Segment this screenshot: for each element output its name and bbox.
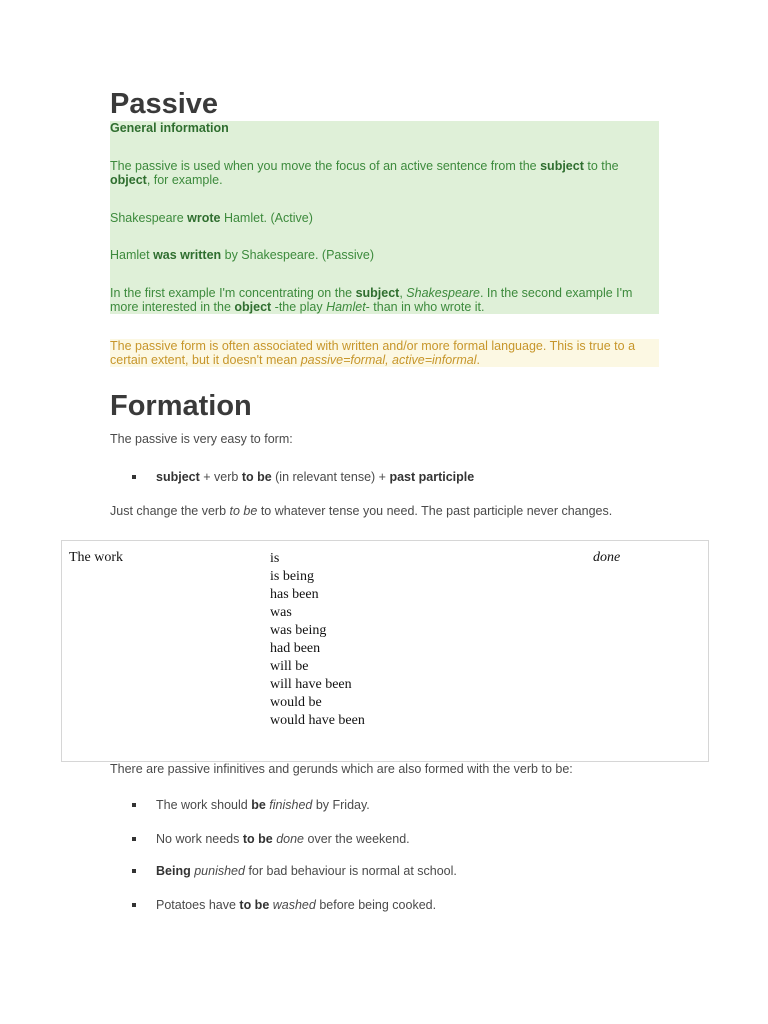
general-information-box (110, 121, 659, 314)
bullet-square-icon (132, 837, 136, 841)
table-verb: has been (270, 587, 319, 602)
bullet-square-icon (132, 869, 136, 873)
general-paragraph-2: In the first example I'm concentrating on the subject, Shakespeare. In the second example I'm more interested in the object -the play Hamlet- than in who wrote it. (110, 286, 633, 314)
document-page: Passive General information The passive is used when you move the focus of an active sentence from the subject to the object, for example. Shakespeare wrote Hamlet. (Active) Hamlet was written by Shakespeare. (Passive) In the first example I'm concentrating on the subject, Shakespeare. In the second example I'm more interested in the object -the play Hamlet- than in who wrote it. The passive form is often associated with written and/or more formal language. This is true to a certain extent, but it doesn't mean passive=formal, active=informal. Formation The passive is very easy to form: subject + verb to be (in relevant tense) + past participle Just change the verb to be to whatever tense you need. The past participle never changes. The work is is being has been was was being had been will be will have been would be would have been done There are passive infinitives and gerunds which are also formed with the verb to be: The work should be finished by Friday. No work needs to be done over the weekend. Being punished for bad behaviour is normal at school. Potatoes have to be washed before being cooked. (0, 0, 768, 1024)
table-verb: will be (270, 659, 309, 674)
page-title: Passive (110, 88, 219, 120)
conjugation-table (61, 540, 709, 762)
table-verb-column (270, 550, 365, 730)
table-verb: was (270, 605, 292, 620)
table-verb: is being (270, 569, 314, 584)
table-verb: would have been (270, 713, 365, 728)
table-verb: would be (270, 695, 322, 710)
general-paragraph-1: The passive is used when you move the focus of an active sentence from the subject to the object, for example. (110, 159, 619, 187)
general-heading: General information (110, 121, 229, 135)
infinitives-intro: There are passive infinitives and gerunds which are also formed with the verb to be: (110, 762, 573, 776)
table-verb: will have been (270, 677, 352, 692)
table-verb: had been (270, 641, 321, 656)
section-title-formation: Formation (110, 390, 252, 422)
bullet-square-icon (132, 803, 136, 807)
formality-note: The passive form is often associated with written and/or more formal language. This is true to a certain extent, but it doesn't mean passive=formal, active=informal. (110, 339, 659, 367)
formation-change-note: Just change the verb to be to whatever tense you need. The past participle never changes. (110, 504, 613, 518)
formation-intro: The passive is very easy to form: (110, 432, 293, 446)
table-verb: was being (270, 623, 327, 638)
example-active: Shakespeare wrote Hamlet. (Active) (110, 211, 313, 225)
table-subject: The work (69, 550, 124, 565)
bullet-square-icon (132, 475, 136, 479)
bullet-square-icon (132, 903, 136, 907)
table-participle: done (593, 550, 621, 565)
example-passive: Hamlet was written by Shakespeare. (Passive) (110, 248, 375, 262)
table-verb: is (270, 551, 280, 566)
